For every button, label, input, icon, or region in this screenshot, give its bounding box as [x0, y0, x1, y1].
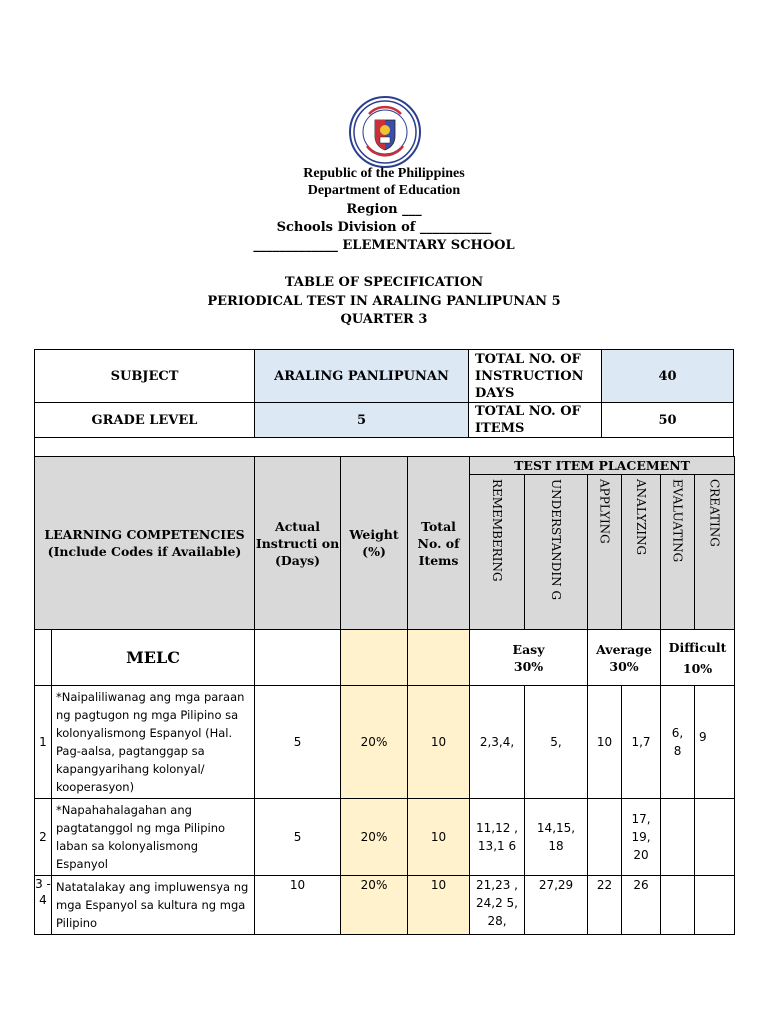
header-division: Schools Division of ___________ [276, 220, 492, 235]
row-evaluating [661, 876, 695, 935]
row-remembering: 2,3,4, [470, 686, 525, 799]
row-items: 10 [408, 686, 470, 799]
melc-label: MELC [52, 630, 255, 686]
deped-seal-logo [349, 96, 421, 168]
level-evaluating: EVALUATING [670, 479, 685, 563]
row-competency: *Napahahalagahan ang pagtatanggol ng mga Pilipino laban sa kolonyalismong Espanyol [52, 799, 255, 876]
row-num: 3 - 4 [35, 876, 52, 935]
subject-label: SUBJECT [35, 350, 255, 403]
row-applying [588, 799, 622, 876]
table-row [35, 876, 735, 935]
level-applying: APPLYING [597, 479, 612, 544]
items-header: Total No. of Items [408, 457, 470, 630]
days-value: 40 [602, 350, 734, 403]
row-evaluating [661, 799, 695, 876]
melc-num-cell [35, 630, 52, 686]
level-understanding: UNDERSTANDIN G [549, 479, 564, 601]
row-evaluating: 6, 8 [661, 686, 695, 799]
easy-label: Easy [512, 641, 545, 657]
weight-header: Weight (%) [341, 457, 408, 630]
subject-value: ARALING PANLIPUNAN [255, 350, 469, 403]
days-label: TOTAL NO. OF INSTRUCTION DAYS [469, 350, 602, 403]
grade-label: GRADE LEVEL [35, 403, 255, 438]
row-days: 5 [255, 799, 341, 876]
doc-title: TABLE OF SPECIFICATION [284, 275, 484, 290]
row-num: 1 [35, 686, 52, 799]
row-items: 10 [408, 876, 470, 935]
row-days: 10 [255, 876, 341, 935]
level-analyzing: ANALYZING [634, 479, 649, 556]
easy-group [470, 630, 588, 686]
days-header: Actual Instructi on (Days) [255, 457, 341, 630]
average-label: Average [596, 641, 652, 657]
row-competency: Natatalakay ang impluwensya ng mga Espanyol sa kultura ng mga Pilipino [52, 876, 255, 935]
row-days: 5 [255, 686, 341, 799]
row-creating [695, 799, 735, 876]
row-applying: 10 [588, 686, 622, 799]
melc-items-cell [408, 630, 470, 686]
easy-pct: 30% [513, 658, 544, 674]
average-group [588, 630, 661, 686]
items-value: 50 [602, 403, 734, 438]
row-understanding: 14,15, 18 [525, 799, 588, 876]
row-num: 2 [35, 799, 52, 876]
level-remembering: REMEMBERING [490, 479, 505, 582]
doc-quarter: QUARTER 3 [340, 312, 428, 327]
competencies-header: LEARNING COMPETENCIES (Include Codes if Available) [35, 457, 255, 630]
table-row [35, 799, 735, 876]
row-remembering: 21,23 ,24,2 5,28, [470, 876, 525, 935]
grade-value: 5 [255, 403, 469, 438]
placement-header: TEST ITEM PLACEMENT [470, 457, 735, 475]
row-analyzing: 26 [622, 876, 661, 935]
level-creating: CREATING [707, 479, 722, 547]
header-school: _____________ ELEMENTARY SCHOOL [253, 238, 515, 253]
row-applying: 22 [588, 876, 622, 935]
row-creating [695, 876, 735, 935]
row-weight: 20% [341, 686, 408, 799]
average-pct: 30% [609, 658, 639, 674]
table-row [35, 686, 735, 799]
header-region: Region ___ [346, 202, 422, 217]
difficult-label: Difficult [668, 639, 727, 655]
difficult-group [661, 630, 735, 686]
header-department: Department of Education [307, 183, 461, 198]
row-understanding: 5, [525, 686, 588, 799]
specification-table [34, 456, 735, 935]
melc-weight-cell [341, 630, 408, 686]
row-creating: 9 [695, 686, 735, 799]
info-table [34, 349, 734, 458]
melc-days-cell [255, 630, 341, 686]
row-analyzing: 17, 19, 20 [622, 799, 661, 876]
row-analyzing: 1,7 [622, 686, 661, 799]
spacer-row [35, 438, 734, 458]
row-remembering: 11,12 ,13,1 6 [470, 799, 525, 876]
doc-subtitle: PERIODICAL TEST IN ARALING PANLIPUNAN 5 [207, 294, 561, 309]
header-republic: Republic of the Philippines [303, 166, 465, 181]
row-weight: 20% [341, 876, 408, 935]
items-label: TOTAL NO. OF ITEMS [469, 403, 602, 438]
row-competency: *Naipaliliwanag ang mga paraan ng pagtugon ng mga Pilipino sa kolonyalismong Espanyol (Hal. Pag-aalsa, pagtanggap sa kapangyarihang kolonyal/ kooperasyon) [52, 686, 255, 799]
row-understanding: 27,29 [525, 876, 588, 935]
row-items: 10 [408, 799, 470, 876]
row-weight: 20% [341, 799, 408, 876]
difficult-pct: 10% [682, 660, 713, 676]
